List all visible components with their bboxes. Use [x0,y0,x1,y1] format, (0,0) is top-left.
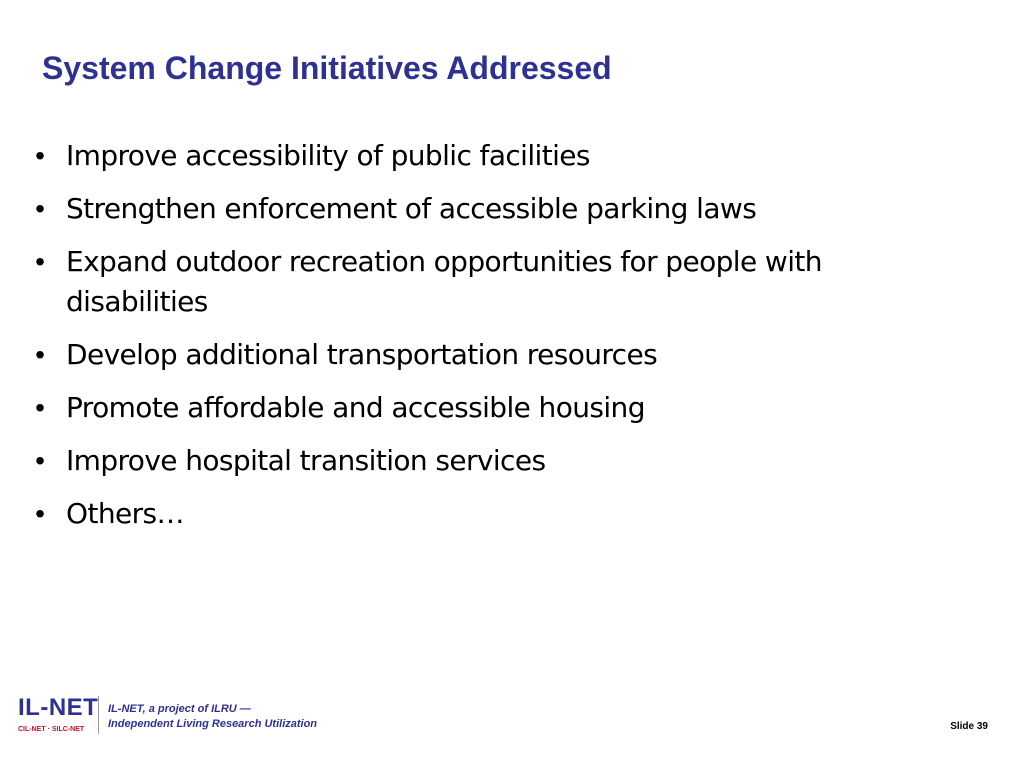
slide-title: System Change Initiatives Addressed [42,50,612,86]
bullet-text: Improve hospital transition services [66,444,546,477]
bullet-item [30,136,930,176]
bullet-icon: • [35,392,45,423]
bullet-item [30,189,930,229]
bullet-text: Others… [66,497,184,530]
bullet-list [30,136,930,547]
bullet-icon: • [35,193,45,224]
bullet-text: Strengthen enforcement of accessible parking laws [66,192,757,225]
bullet-text: Expand outdoor recreation opportunities for people with disabilities [66,245,822,318]
bullet-icon: • [35,140,45,171]
logo-wordmark: IL-NET [18,694,99,721]
logo-tagline-line2: Independent Living Research Utilization [108,718,318,730]
bullet-icon: • [35,498,45,529]
logo-divider [98,696,99,734]
bullet-icon: • [35,339,45,370]
bullet-text: Develop additional transportation resources [66,338,658,371]
bullet-item [30,441,930,481]
bullet-item [30,494,930,534]
bullet-item [30,242,930,322]
bullet-icon: • [35,445,45,476]
bullet-text: Promote affordable and accessible housing [66,391,645,424]
bullet-item [30,388,930,428]
slide-number: Slide 39 [950,721,988,732]
logo-subtext: CIL-NET · SILC-NET [18,726,85,733]
il-net-logo [14,694,334,742]
logo-tagline-line1: IL-NET, a project of ILRU — [108,703,251,715]
bullet-text: Improve accessibility of public facilities [66,139,590,172]
bullet-item [30,335,930,375]
bullet-icon: • [35,246,45,277]
